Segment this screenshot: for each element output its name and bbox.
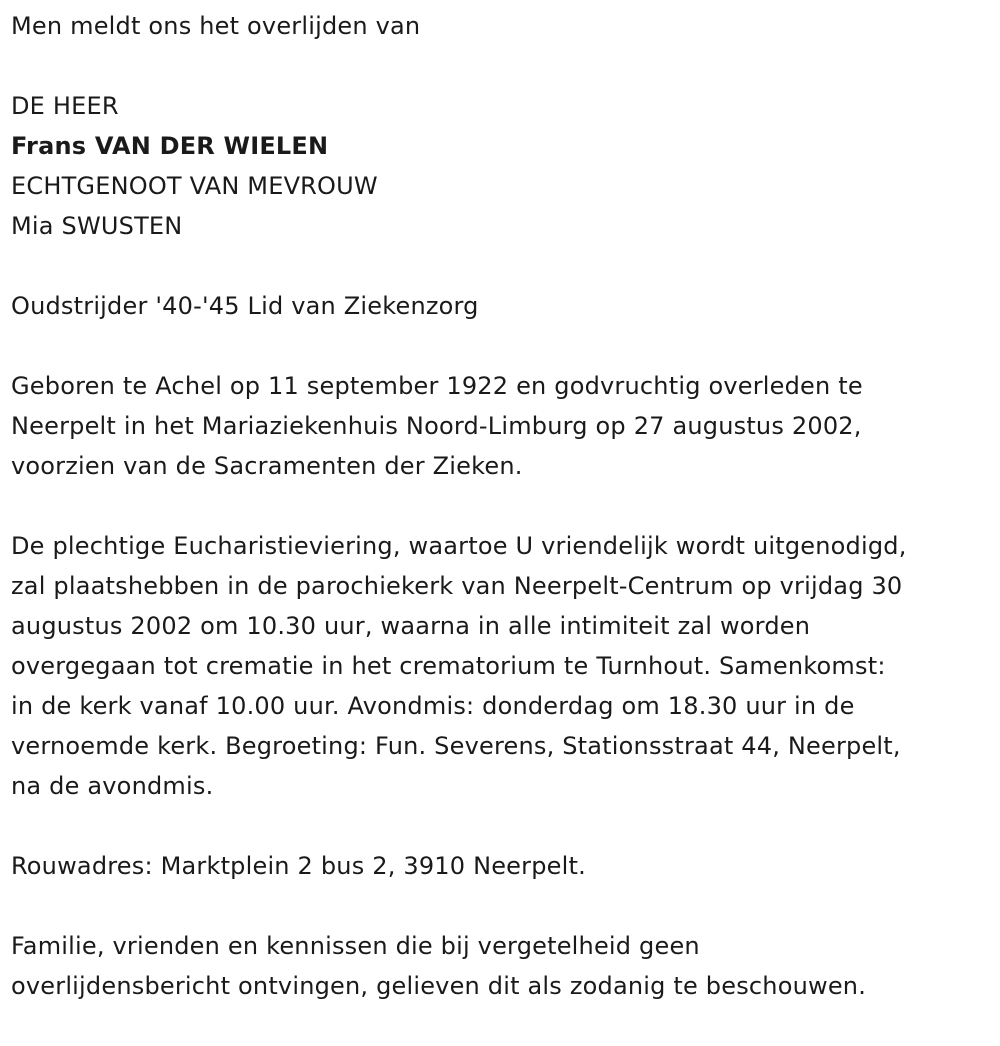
spacer bbox=[11, 806, 996, 846]
mourning-address: Rouwadres: Marktplein 2 bus 2, 3910 Neerpelt. bbox=[11, 852, 586, 880]
spacer bbox=[11, 886, 996, 926]
affiliations-text: Oudstrijder '40-'45 Lid van Ziekenzorg bbox=[11, 292, 479, 320]
closing-paragraph: Familie, vrienden en kennissen die bij vergetelheid geen overlijdensbericht ontvingen, gelieven dit als zodanig te beschouwen. bbox=[11, 932, 867, 1000]
birth-death-paragraph: Geboren te Achel op 11 september 1922 en godvruchtig overleden te Neerpelt in het Mariaziekenhuis Noord-Limburg op 27 augustus 2002, voorzien van de Sacramenten der Zieken. bbox=[11, 372, 863, 480]
spacer bbox=[11, 246, 996, 286]
spacer bbox=[11, 486, 996, 526]
spacer bbox=[11, 326, 996, 366]
spouse-name: Mia SWUSTEN bbox=[11, 212, 183, 240]
ceremony-paragraph: De plechtige Eucharistieviering, waartoe U vriendelijk wordt uitgenodigd, zal plaatshebben in de parochiekerk van Neerpelt-Centrum op vrijdag 30 augustus 2002 om 10.30 uur, waarna in alle intimiteit zal worden overgegaan tot crematie in het crematorium te Turnhout. Samenkomst: in de kerk vanaf 10.00 uur. Avondmis: donderdag om 18.30 uur in de vernoemde kerk. Begroeting: Fun. Severens, Stationsstraat 44, Neerpelt, na de avondmis. bbox=[11, 532, 907, 800]
spouse-title: ECHTGENOOT VAN MEVROUW bbox=[11, 172, 378, 200]
death-notice bbox=[11, 6, 996, 1006]
deceased-name: Frans VAN DER WIELEN bbox=[11, 132, 329, 160]
intro-text: Men meldt ons het overlijden van bbox=[11, 12, 421, 40]
honorific-title: DE HEER bbox=[11, 92, 119, 120]
spacer bbox=[11, 46, 996, 86]
